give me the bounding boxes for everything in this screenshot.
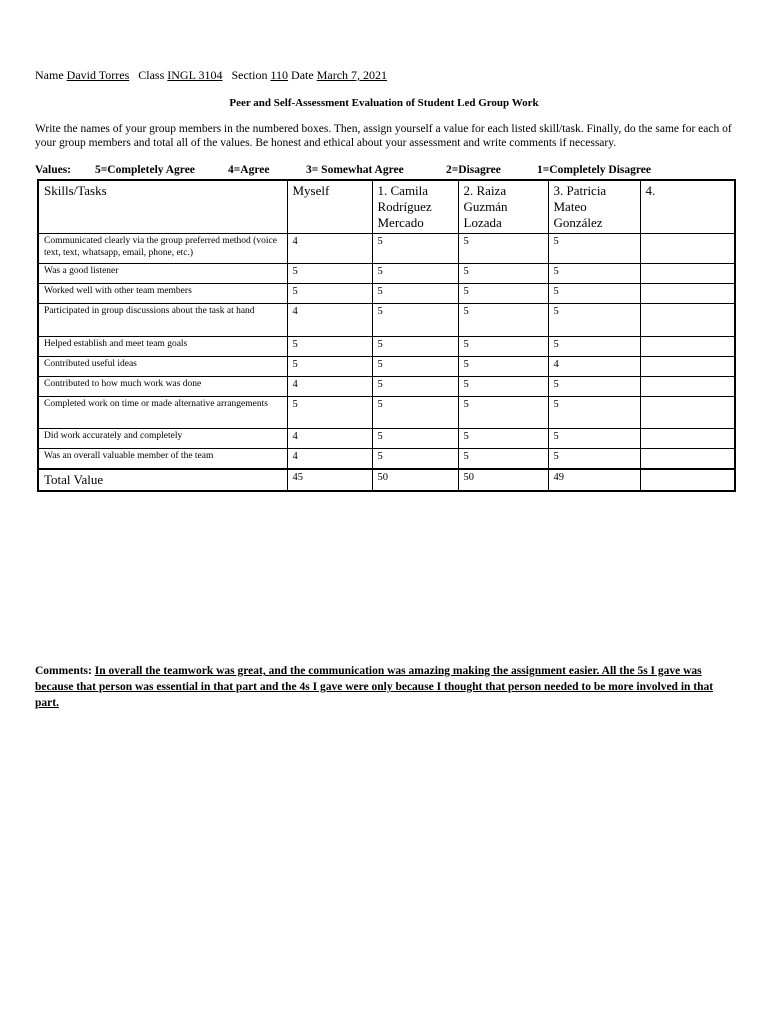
total-member-1: 50: [372, 469, 458, 491]
value-cell: 4: [287, 377, 372, 397]
page-title: Peer and Self-Assessment Evaluation of Student Led Group Work: [229, 97, 539, 109]
task-cell: Participated in group discussions about the task at hand: [38, 304, 287, 337]
value-cell: 5: [287, 357, 372, 377]
table-row: [38, 449, 735, 469]
task-cell: Was an overall valuable member of the team: [38, 449, 287, 469]
table-row: [38, 264, 735, 284]
value-cell: 5: [458, 234, 548, 264]
value-cell: 5: [548, 449, 640, 469]
value-cell: 5: [458, 397, 548, 429]
instructions: Write the names of your group members in the numbered boxes. Then, assign yourself a value for each listed skill/task. Finally, do the same for each of your group members and total all of the values. Be honest and ethical about your assessment and write comments if necessary.: [35, 123, 732, 149]
table-row: [38, 397, 735, 429]
value-cell: 5: [548, 397, 640, 429]
value-cell: 5: [372, 449, 458, 469]
value-4: 4=Agree: [228, 164, 270, 176]
value-cell: 4: [287, 304, 372, 337]
value-cell: [640, 357, 735, 377]
value-cell: 5: [372, 264, 458, 284]
table-row: [38, 357, 735, 377]
header-member-4: 4.: [640, 180, 735, 234]
total-member-4: [640, 469, 735, 491]
value-cell: 5: [548, 377, 640, 397]
value-cell: [640, 337, 735, 357]
table-row: [38, 234, 735, 264]
value-1: 1=Completely Disagree: [537, 164, 651, 176]
header-member-1: 1. Camila Rodríguez Mercado: [372, 180, 458, 234]
value-cell: 5: [548, 429, 640, 449]
class-label: Class: [138, 68, 165, 82]
value-cell: 5: [458, 377, 548, 397]
value-cell: 5: [372, 377, 458, 397]
value-cell: 5: [372, 234, 458, 264]
value-cell: [640, 377, 735, 397]
table-row: [38, 429, 735, 449]
value-cell: [640, 397, 735, 429]
date-label: Date: [291, 68, 314, 82]
task-cell: Worked well with other team members: [38, 284, 287, 304]
value-cell: [640, 264, 735, 284]
value-cell: 5: [372, 429, 458, 449]
value-cell: [640, 284, 735, 304]
task-cell: Was a good listener: [38, 264, 287, 284]
header-skills: Skills/Tasks: [38, 180, 287, 234]
value-cell: 5: [458, 264, 548, 284]
value-cell: 5: [372, 337, 458, 357]
value-cell: 5: [458, 429, 548, 449]
table-row: [38, 337, 735, 357]
header-member-2: 2. Raiza Guzmán Lozada: [458, 180, 548, 234]
total-label: Total Value: [38, 469, 287, 491]
value-2: 2=Disagree: [446, 164, 501, 176]
value-cell: 5: [548, 234, 640, 264]
table-header-row: [38, 180, 735, 234]
value-cell: [640, 234, 735, 264]
value-5: 5=Completely Agree: [95, 164, 195, 176]
value-cell: 5: [287, 284, 372, 304]
task-cell: Communicated clearly via the group preferred method (voice text, text, whatsapp, email, phone, etc.): [38, 234, 287, 264]
class-value: INGL 3104: [167, 68, 223, 82]
value-cell: 5: [372, 304, 458, 337]
value-3: 3= Somewhat Agree: [306, 164, 404, 176]
value-cell: 5: [287, 337, 372, 357]
total-member-3: 49: [548, 469, 640, 491]
value-cell: 4: [287, 449, 372, 469]
table-row: [38, 284, 735, 304]
table-row: [38, 377, 735, 397]
value-cell: [640, 429, 735, 449]
value-cell: [640, 449, 735, 469]
value-cell: 5: [548, 304, 640, 337]
task-cell: Completed work on time or made alternative arrangements: [38, 397, 287, 429]
value-cell: 5: [372, 284, 458, 304]
value-cell: 5: [458, 304, 548, 337]
value-cell: 5: [548, 264, 640, 284]
total-row: [38, 469, 735, 491]
task-cell: Contributed to how much work was done: [38, 377, 287, 397]
value-cell: 5: [548, 337, 640, 357]
header-line: [35, 68, 387, 83]
section-value: 110: [270, 68, 289, 82]
values-label: Values:: [35, 164, 71, 176]
comments-label: Comments:: [35, 665, 92, 677]
value-cell: 5: [458, 449, 548, 469]
value-cell: 5: [458, 284, 548, 304]
value-cell: 5: [287, 264, 372, 284]
name-label: Name: [35, 68, 64, 82]
task-cell: Did work accurately and completely: [38, 429, 287, 449]
value-cell: 5: [372, 397, 458, 429]
value-cell: [640, 304, 735, 337]
value-cell: 5: [548, 284, 640, 304]
task-cell: Contributed useful ideas: [38, 357, 287, 377]
total-member-2: 50: [458, 469, 548, 491]
date-value: March 7, 2021: [316, 68, 388, 82]
value-cell: 5: [372, 357, 458, 377]
comments-text: In overall the teamwork was great, and the communication was amazing making the assignment easier. All the 5s I gave was because that person was essential in that part and the 4s I gave were only because I thought that person needed to be more involved in that part.: [35, 665, 714, 709]
value-cell: 4: [287, 234, 372, 264]
value-cell: 4: [287, 429, 372, 449]
task-cell: Helped establish and meet team goals: [38, 337, 287, 357]
value-cell: 5: [458, 337, 548, 357]
header-myself: Myself: [287, 180, 372, 234]
comments-section: [35, 663, 725, 711]
assessment-table: [37, 179, 736, 492]
section-label: Section: [231, 68, 268, 82]
table-row: [38, 304, 735, 337]
header-member-3: 3. Patricia Mateo González: [548, 180, 640, 234]
value-cell: 4: [548, 357, 640, 377]
name-value: David Torres: [66, 68, 130, 82]
value-cell: 5: [287, 397, 372, 429]
value-cell: 5: [458, 357, 548, 377]
total-myself: 45: [287, 469, 372, 491]
